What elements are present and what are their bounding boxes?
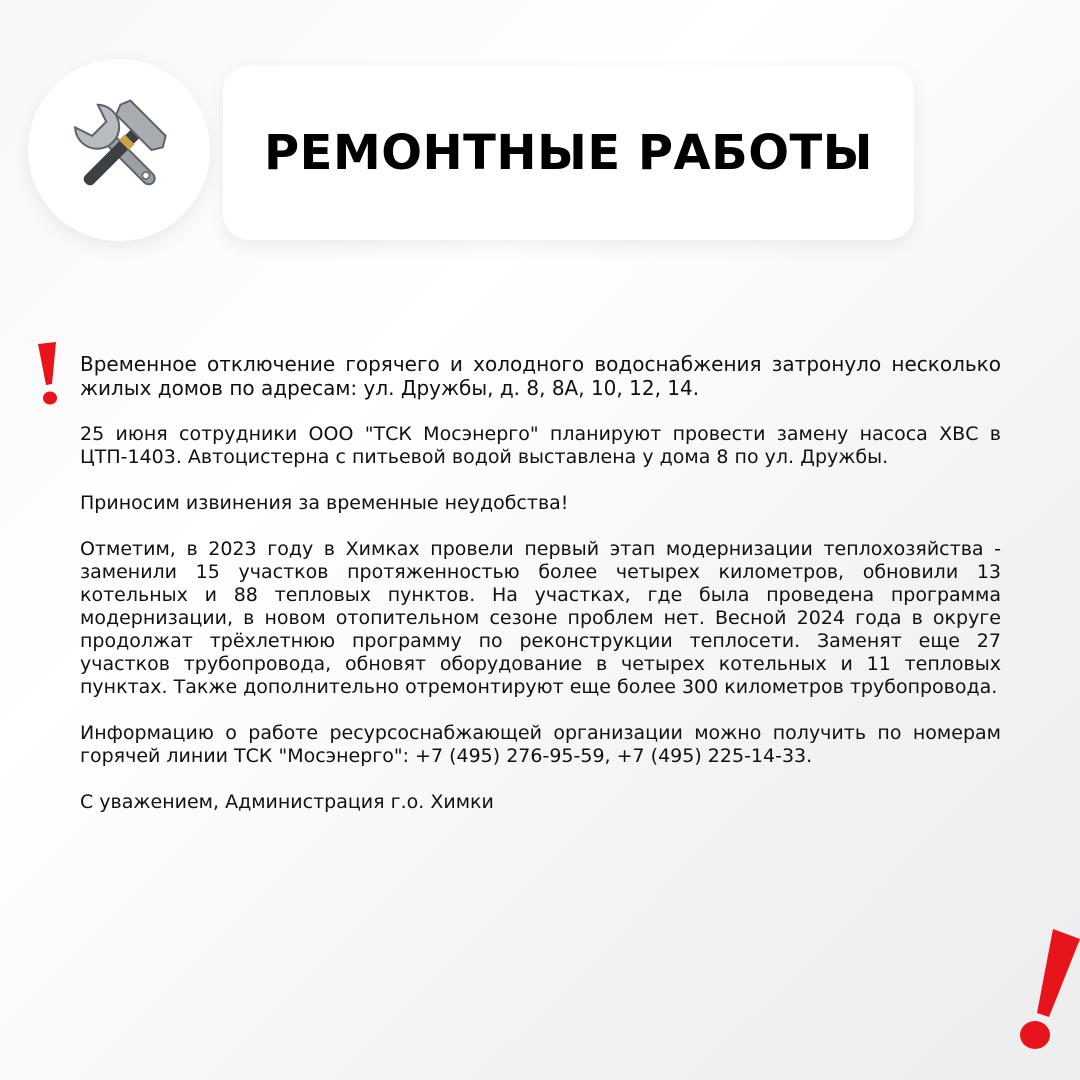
paragraph-outage: Временное отключение горячего и холодного водоснабжения затронуло несколько жилых домов по адресам: ул. Дружбы, д. 8, 8А, 10, 12, 14. (80, 352, 1001, 400)
announcement-text (80, 352, 1001, 837)
paragraph-signature: С уважением, Администрация г.о. Химки (80, 791, 494, 813)
page-title: РЕМОНТНЫЕ РАБОТЫ (263, 125, 874, 181)
exclamation-mark-icon (30, 340, 74, 410)
title-card (223, 66, 914, 240)
exclamation-mark-icon (1005, 925, 1080, 1060)
tools-icon-badge (28, 59, 210, 241)
paragraph-apology: Приносим извинения за временные неудобства! (80, 492, 569, 514)
hammer-and-wrench-icon (64, 95, 174, 205)
paragraph-hotline: Информацию о работе ресурсоснабжающей организации можно получить по номерам горячей линии ТСК "Мосэнерго": +7 (495) 276-95-59, +7 (495) 225-14-33. (80, 722, 1001, 767)
paragraph-pump-replacement: 25 июня сотрудники ООО "ТСК Мосэнерго" планируют провести замену насоса ХВС в ЦТП-1403. Автоцистерна с питьевой водой выставлена у дома 8 по ул. Дружбы. (80, 423, 1001, 468)
paragraph-modernization: Отметим, в 2023 году в Химках провели первый этап модернизации теплохозяйства - заменили 15 участков протяженностью более четырех километров, обновили 13 котельных и 88 тепловых пунктов. На участках, где была проведена программа модернизации, в новом отопительном сезоне проблем нет. Весной 2024 года в округе продолжат трёхлетнюю программу по реконструкции теплосети. Заменят еще 27 участков трубопровода, обновят оборудование в четырех котельных и 11 тепловых пунктах. Также дополнительно отремонтируют еще более 300 километров трубопровода. (80, 538, 1001, 698)
